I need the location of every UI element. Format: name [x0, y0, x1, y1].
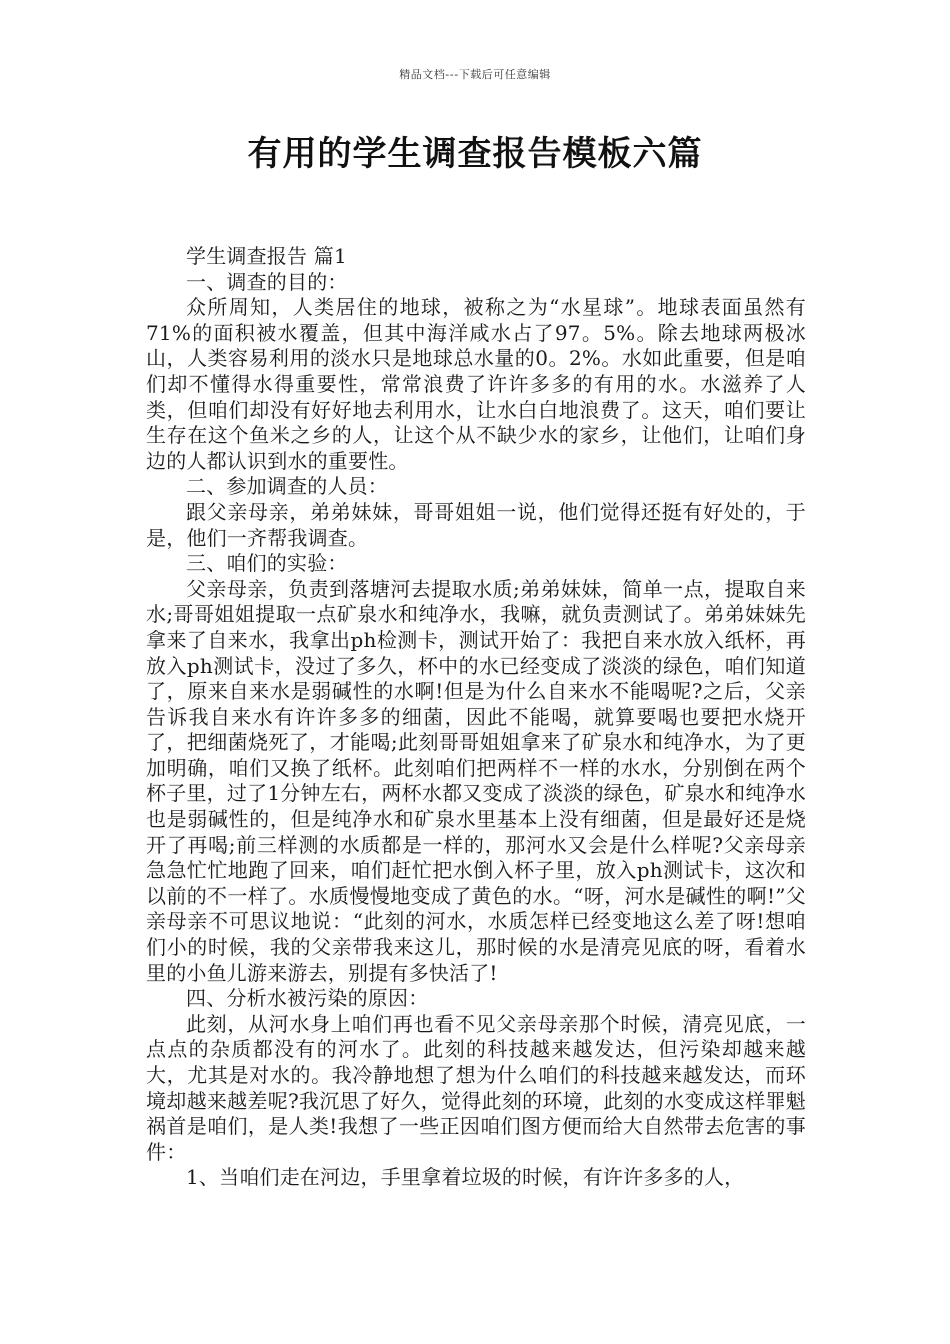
body-paragraph: 1、当咱们走在河边，手里拿着垃圾的时候，有许许多多的人，	[186, 1165, 745, 1190]
body-paragraph: 众所周知，人类居住的地球，被称之为“水星球”。地球表面虽然有71%的面积被水覆盖，但其中海洋咸水占了97。5%。除去地球两极冰山，人类容易利用的淡水只是地球总水量的0。2%。水如此重要，但是咱们却不懂得水得重要性，常常浪费了许许多多的有用的水。水滋养了人类，但咱们却没有好好地去利用水，让水白白地浪费了。这天，咱们要让生存在这个鱼米之乡的人，让这个从不缺少水的家乡，让他们，让咱们身边的人都认识到水的重要性。	[146, 295, 806, 473]
document-title: 有用的学生调查报告模板六篇	[247, 134, 703, 174]
section-heading: 四、分析水被污染的原因：	[186, 986, 429, 1011]
body-paragraph: 父亲母亲，负责到落塘河去提取水质;弟弟妹妹，简单一点，提取自来水;哥哥姐姐提取一点矿泉水和纯净水，我嘛，就负责测试了。弟弟妹妹先拿来了自来水，我拿出ph检测卡，测试开始了：我把自来水放入纸杯，再放入ph测试卡，没过了多久，杯中的水已经变成了淡淡的绿色，咱们知道了，原来自来水是弱碱性的水啊!但是为什么自来水不能喝呢?之后，父亲告诉我自来水有许许多多的细菌，因此不能喝，就算要喝也要把水烧开了，把细菌烧死了，才能喝;此刻哥哥姐姐拿来了矿泉水和纯净水，为了更加明确，咱们又换了纸杯。此刻咱们把两样不一样的水水，分别倒在两个杯子里，过了1分钟左右，两杯水都又变成了淡淡的绿色，矿泉水和纯净水也是弱碱性的，但是纯净水和矿泉水里基本上没有细菌，但是最好还是烧开了再喝;前三样测的水质都是一样的，那河水又会是什么样呢?父亲母亲急急忙忙地跑了回来，咱们赶忙把水倒入杯子里，放入ph测试卡，这次和以前的不一样了。水质慢慢地变成了黄色的水。“呀，河水是碱性的啊!”父亲母亲不可思议地说：“此刻的河水，水质怎样已经变地这么差了呀!想咱们小的时候，我的父亲带我来这儿，那时候的水是清亮见底的呀，看着水里的小鱼儿游来游去，别提有多快活了!	[146, 576, 806, 985]
section-heading: 一、调查的目的：	[186, 269, 348, 294]
section-heading: 学生调查报告 篇1	[186, 244, 347, 268]
body-paragraph: 跟父亲母亲，弟弟妹妹，哥哥姐姐一说，他们觉得还挺有好处的，于是，他们一齐帮我调查。	[146, 499, 806, 550]
header-note: 精品文档---下载后可任意编辑	[399, 68, 551, 81]
document-body	[146, 244, 806, 1191]
body-paragraph: 此刻，从河水身上咱们再也看不见父亲母亲那个时候，清亮见底，一点点的杂质都没有的河水了。此刻的科技越来越发达，但污染却越来越大，尤其是对水的。我冷静地想了想为什么咱们的科技越来越发达，而环境却越来越差呢?我沉思了好久，觉得此刻的环境，此刻的水变成这样罪魁祸首是咱们，是人类!我想了一些正因咱们图方便而给大自然带去危害的事件：	[146, 1011, 806, 1164]
section-heading: 二、参加调查的人员：	[186, 474, 388, 499]
section-heading: 三、咱们的实验：	[186, 551, 348, 576]
